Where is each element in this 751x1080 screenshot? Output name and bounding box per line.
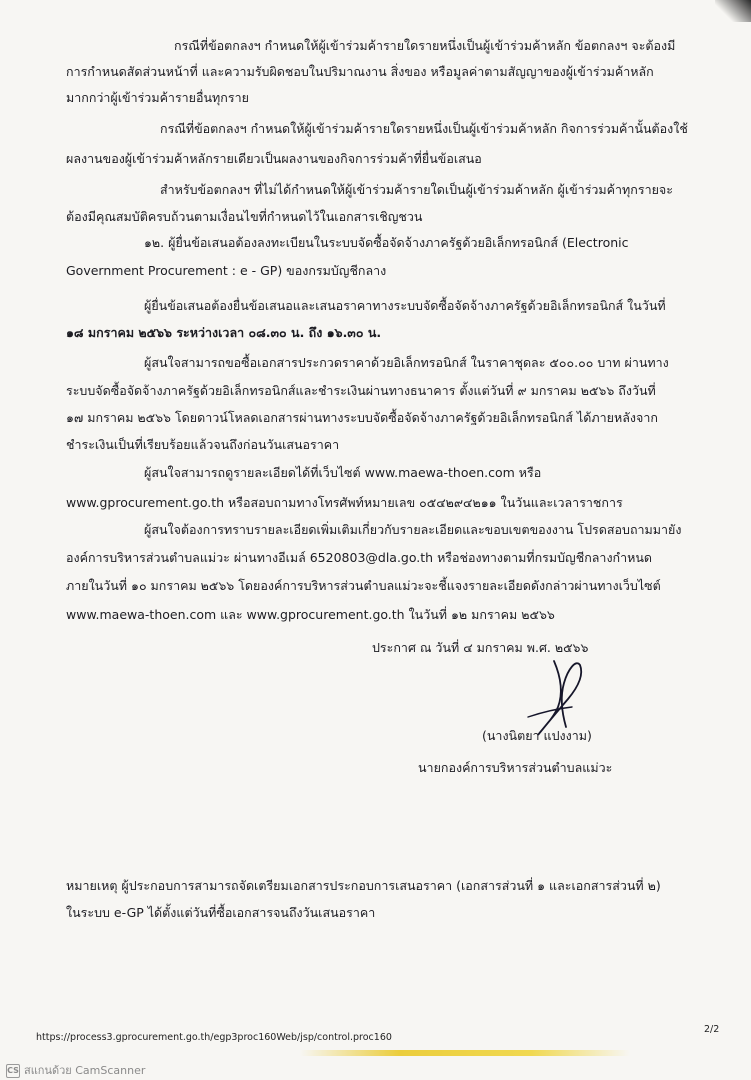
text-line: www.gprocurement.go.th หรือสอบถามทางโทรศัพท์หมายเลข ๐๕๔๒๙๔๒๑๑ ในวันและเวลาราชการ xyxy=(66,495,623,510)
signatory-name: (นางนิตยา แปงงาม) xyxy=(482,728,592,743)
camscanner-watermark xyxy=(6,1061,145,1079)
text-line: ต้องมีคุณสมบัติครบถ้วนตามเงื่อนไขที่กำหนดไว้ในเอกสารเชิญชวน xyxy=(66,209,423,224)
text-line: Government Procurement : e - GP) ของกรมบัญชีกลาง xyxy=(66,263,387,278)
signatory-title: นายกองค์การบริหารส่วนตำบลแม่วะ xyxy=(418,760,613,775)
text-line: ๑๗ มกราคม ๒๕๖๖ โดยดาวน์โหลดเอกสารผ่านทางระบบจัดซื้อจัดจ้างภาครัฐด้วยอิเล็กทรอนิกส์ ได้ภายหลังจาก xyxy=(66,410,658,425)
text-line: การกำหนดสัดส่วนหน้าที่ และความรับผิดชอบในปริมาณงาน สิ่งของ หรือมูลค่าตามสัญญาของผู้เข้าร่วมค้าหลัก xyxy=(66,64,654,79)
camscanner-icon: CS xyxy=(6,1064,20,1078)
text-line: ภายในวันที่ ๑๐ มกราคม ๒๕๖๖ โดยองค์การบริหารส่วนตำบลแม่วะจะชี้แจงรายละเอียดดังกล่าวผ่านทางเว็บไซต์ xyxy=(66,578,661,593)
text-line: กรณีที่ข้อตกลงฯ กำหนดให้ผู้เข้าร่วมค้ารายใดรายหนึ่งเป็นผู้เข้าร่วมค้าหลัก กิจการร่วมค้านั้นต้องใช้ xyxy=(160,121,688,136)
scan-edge xyxy=(300,1050,630,1056)
camscanner-label: สแกนด้วย CamScanner xyxy=(24,1064,146,1077)
remark-line: หมายเหตุ ผู้ประกอบการสามารถจัดเตรียมเอกสารประกอบการเสนอราคา (เอกสารส่วนที่ ๑ และเอกสารส่วนที่ ๒) xyxy=(66,878,661,893)
footer-url: https://process3.gprocurement.go.th/egp3proc160Web/jsp/control.proc160 xyxy=(36,1032,392,1043)
section-12-heading: ๑๒. ผู้ยื่นข้อเสนอต้องลงทะเบียนในระบบจัดซื้อจัดจ้างภาครัฐด้วยอิเล็กทรอนิกส์ (Electronic xyxy=(144,235,629,250)
remark-line: ในระบบ e-GP ได้ตั้งแต่วันที่ซื้อเอกสารจนถึงวันเสนอราคา xyxy=(66,905,376,920)
text-line: www.maewa-thoen.com และ www.gprocurement.go.th ในวันที่ ๑๒ มกราคม ๒๕๖๖ xyxy=(66,607,555,622)
text-line: ผู้สนใจสามารถขอซื้อเอกสารประกวดราคาด้วยอิเล็กทรอนิกส์ ในราคาชุดละ ๕๐๐.๐๐ บาท ผ่านทาง xyxy=(144,355,669,370)
text-line: ผู้ยื่นข้อเสนอต้องยื่นข้อเสนอและเสนอราคาทางระบบจัดซื้อจัดจ้างภาครัฐด้วยอิเล็กทรอนิกส์ ในวันที่ xyxy=(144,298,666,313)
text-line: ผู้สนใจสามารถดูรายละเอียดได้ที่เว็บไซต์ www.maewa-thoen.com หรือ xyxy=(144,465,542,480)
text-line: ชำระเงินเป็นที่เรียบร้อยแล้วจนถึงก่อนวันเสนอราคา xyxy=(66,437,340,452)
text-line: ระบบจัดซื้อจัดจ้างภาครัฐด้วยอิเล็กทรอนิกส์และชำระเงินผ่านทางธนาคาร ตั้งแต่วันที่ ๙ มกราคม ๒๕๖๖ ถึงวันที่ xyxy=(66,383,656,398)
text-line: ผู้สนใจต้องการทราบรายละเอียดเพิ่มเติมเกี่ยวกับรายละเอียดและขอบเขตของงาน โปรดสอบถามมายัง xyxy=(144,522,682,537)
text-line: กรณีที่ข้อตกลงฯ กำหนดให้ผู้เข้าร่วมค้ารายใดรายหนึ่งเป็นผู้เข้าร่วมค้าหลัก ข้อตกลงฯ จะต้องมี xyxy=(174,38,676,53)
submission-date: ๑๘ มกราคม ๒๕๖๖ ระหว่างเวลา ๐๘.๓๐ น. ถึง ๑๖.๓๐ น. xyxy=(66,325,382,340)
announcement-date: ประกาศ ณ วันที่ ๔ มกราคม พ.ศ. ๒๕๖๖ xyxy=(372,640,589,655)
text-line: องค์การบริหารส่วนตำบลแม่วะ ผ่านทางอีเมล์ 6520803@dla.go.th หรือช่องทางตามที่กรมบัญชีกลางกำหนด xyxy=(66,550,653,565)
text-line: สำหรับข้อตกลงฯ ที่ไม่ได้กำหนดให้ผู้เข้าร่วมค้ารายใดเป็นผู้เข้าร่วมค้าหลัก ผู้เข้าร่วมค้าทุกรายจะ xyxy=(160,182,673,197)
page-number: 2/2 xyxy=(704,1024,720,1035)
text-line: มากกว่าผู้เข้าร่วมค้ารายอื่นทุกราย xyxy=(66,90,249,105)
scan-shadow xyxy=(715,0,751,22)
text-line: ผลงานของผู้เข้าร่วมค้าหลักรายเดียวเป็นผลงานของกิจการร่วมค้าที่ยื่นข้อเสนอ xyxy=(66,151,482,166)
